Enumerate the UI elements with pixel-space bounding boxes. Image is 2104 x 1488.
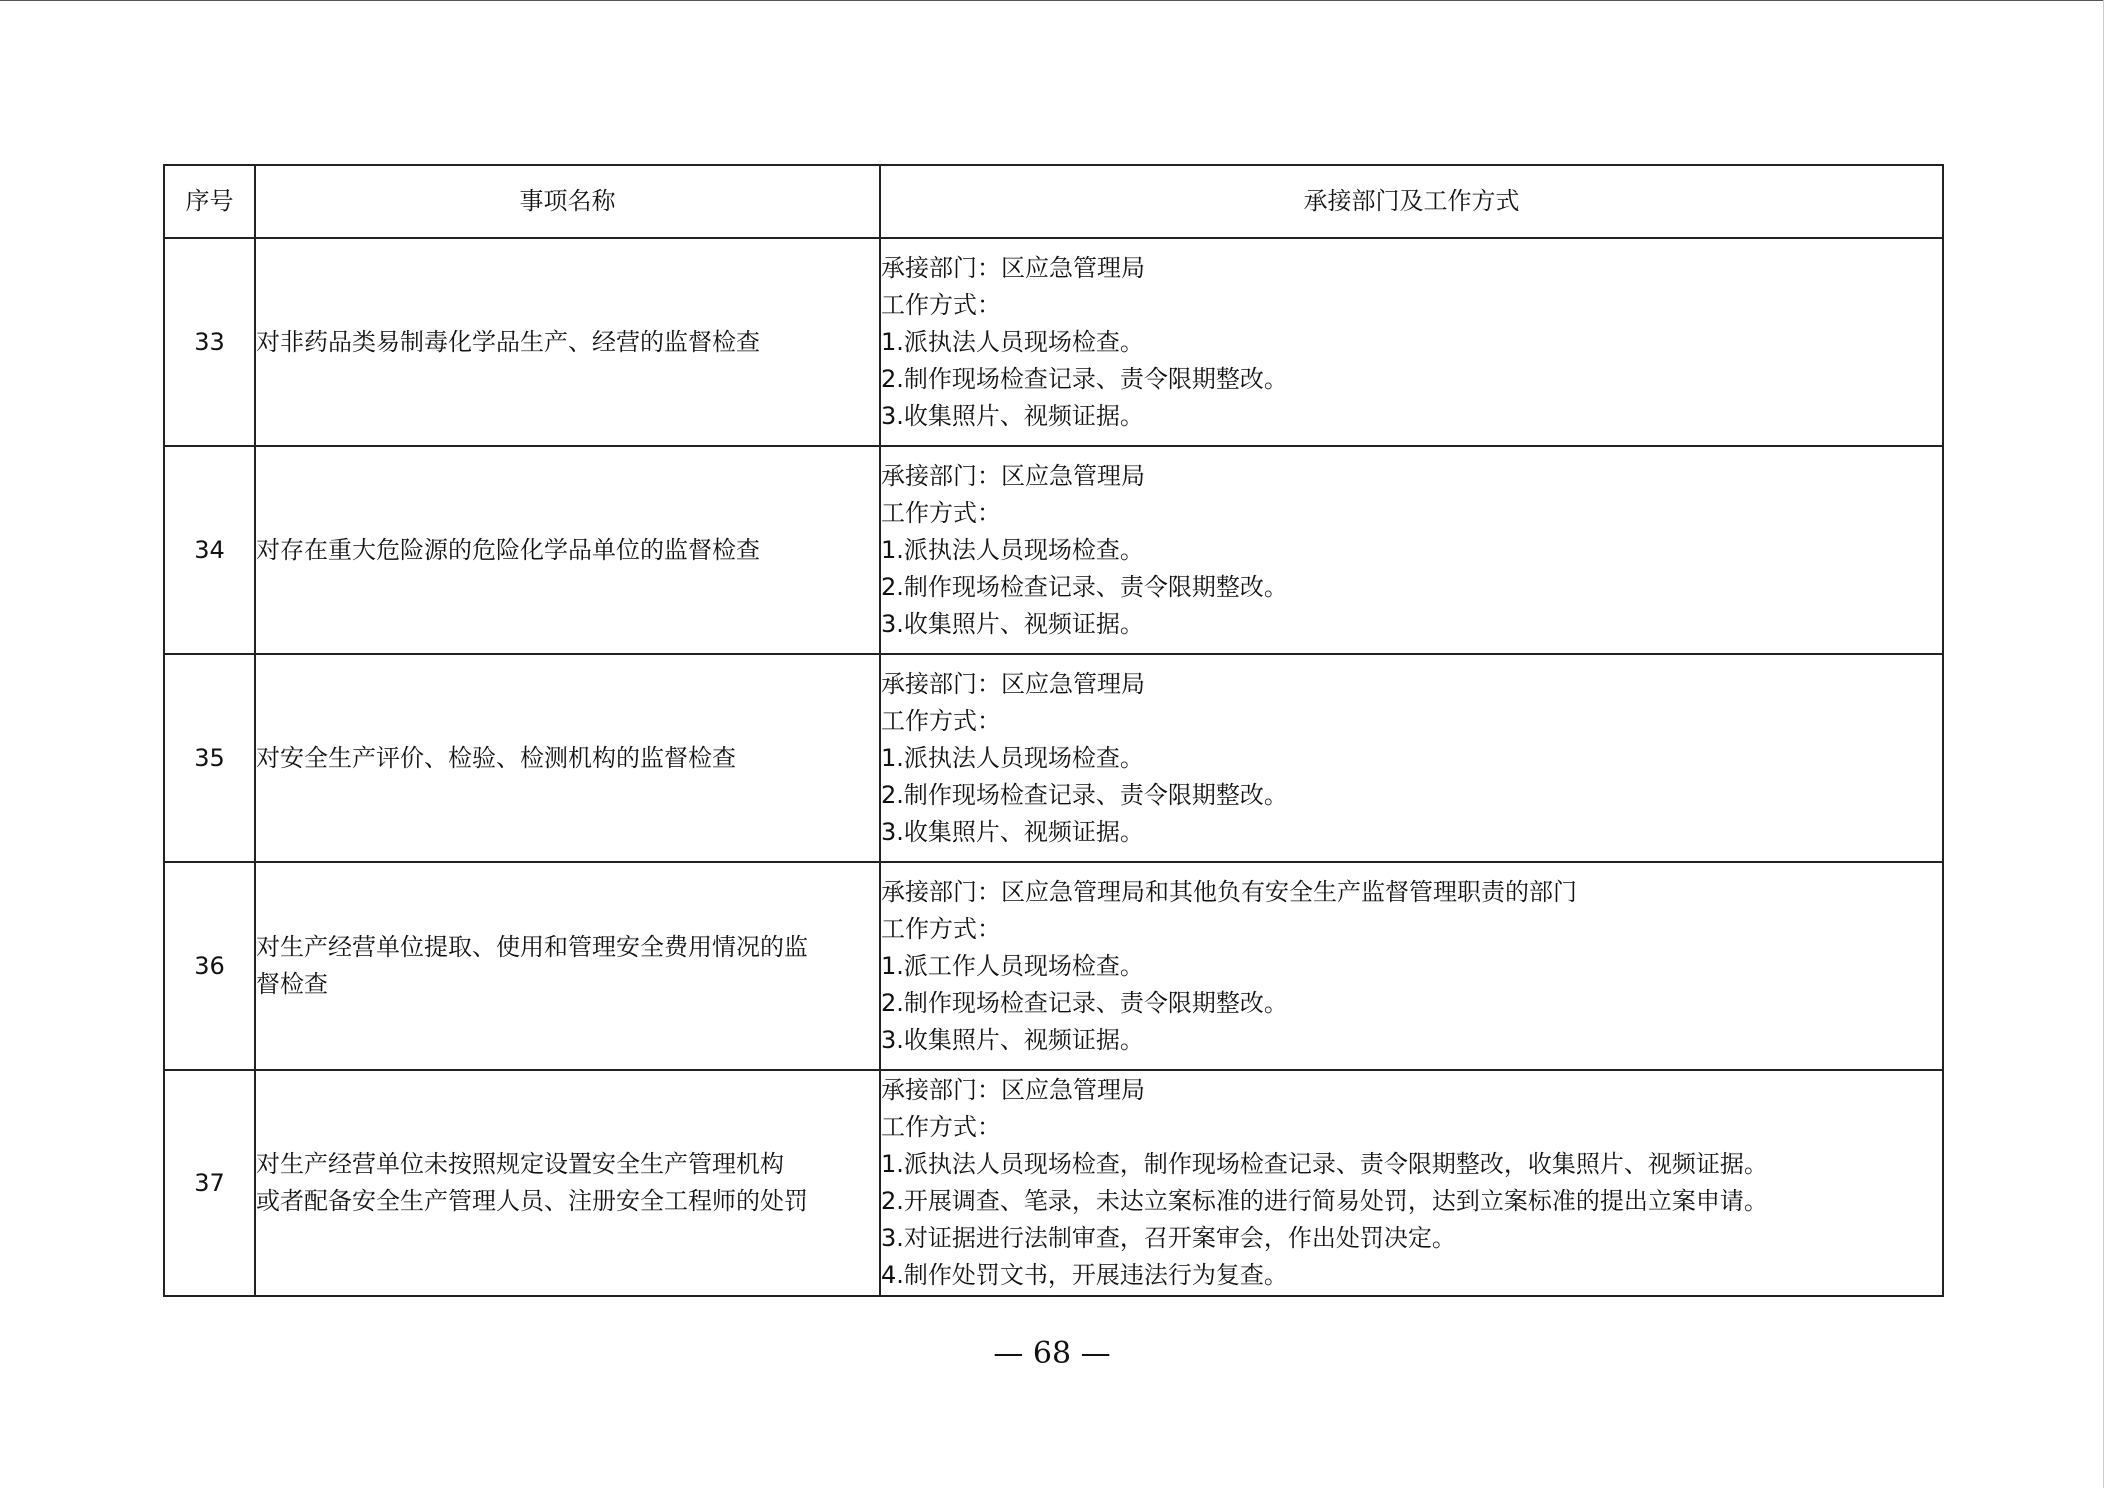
table-row [164,862,1943,1070]
row-serial-number: 36 [164,862,255,1070]
matters-table [163,164,1944,1297]
item-name-line: 督检查 [256,970,328,998]
row-department-method [880,654,1943,862]
page-number: — 68 — [993,1336,1111,1371]
method-step: 3.对证据进行法制审查，召开案审会，作出处罚决定。 [881,1224,1456,1252]
header-department-and-method: 承接部门及工作方式 [880,165,1943,238]
method-step: 1.派执法人员现场检查。 [881,743,1144,772]
method-step: 1.派执法人员现场检查。 [881,535,1144,564]
item-name-line: 对非药品类易制毒化学品生产、经营的监督检查 [256,327,760,356]
item-name-line: 对生产经营单位未按照规定设置安全生产管理机构 [256,1150,784,1178]
item-name-line: 对生产经营单位提取、使用和管理安全费用情况的监 [256,933,808,961]
item-name-line: 或者配备安全生产管理人员、注册安全工程师的处罚 [256,1187,808,1215]
method-step: 2.制作现场检查记录、责令限期整改。 [881,988,1288,1017]
department-line: 承接部门：区应急管理局 [881,253,1145,282]
method-step: 3.收集照片、视频证据。 [881,817,1144,846]
header-item-name: 事项名称 [255,165,880,238]
row-serial-number: 37 [164,1070,255,1296]
department-line: 承接部门：区应急管理局和其他负有安全生产监督管理职责的部门 [881,877,1577,906]
department-line: 承接部门：区应急管理局 [881,461,1145,490]
method-step: 2.制作现场检查记录、责令限期整改。 [881,572,1288,601]
method-step: 1.派执法人员现场检查，制作现场检查记录、责令限期整改，收集照片、视频证据。 [881,1150,1768,1178]
method-label: 工作方式： [881,706,1001,735]
page-top-border [0,0,2104,1]
row-item-name [255,654,880,862]
method-step: 3.收集照片、视频证据。 [881,609,1144,638]
method-step: 3.收集照片、视频证据。 [881,1025,1144,1054]
row-department-method [880,862,1943,1070]
table-row [164,654,1943,862]
row-department-method [880,238,1943,446]
method-label: 工作方式： [881,290,1001,319]
row-department-method [880,1070,1943,1296]
method-label: 工作方式： [881,1113,1001,1141]
method-step: 1.派工作人员现场检查。 [881,951,1144,980]
row-department-method [880,446,1943,654]
row-item-name [255,238,880,446]
table-header-row [164,165,1943,238]
method-label: 工作方式： [881,914,1001,943]
item-name-line: 对存在重大危险源的危险化学品单位的监督检查 [256,535,760,564]
method-step: 2.开展调查、笔录，未达立案标准的进行简易处罚，达到立案标准的提出立案申请。 [881,1187,1768,1215]
table-row [164,1070,1943,1296]
row-item-name [255,446,880,654]
department-line: 承接部门：区应急管理局 [881,669,1145,698]
row-item-name [255,862,880,1070]
method-step: 2.制作现场检查记录、责令限期整改。 [881,780,1288,809]
table-row [164,238,1943,446]
item-name-line: 对安全生产评价、检验、检测机构的监督检查 [256,743,736,772]
row-serial-number: 35 [164,654,255,862]
department-line: 承接部门：区应急管理局 [881,1076,1145,1104]
row-serial-number: 33 [164,238,255,446]
method-step: 1.派执法人员现场检查。 [881,327,1144,356]
method-step: 2.制作现场检查记录、责令限期整改。 [881,364,1288,393]
row-item-name [255,1070,880,1296]
method-label: 工作方式： [881,498,1001,527]
method-step: 3.收集照片、视频证据。 [881,401,1144,430]
header-serial-number: 序号 [164,165,255,238]
method-step: 4.制作处罚文书，开展违法行为复查。 [881,1261,1288,1289]
table-row [164,446,1943,654]
row-serial-number: 34 [164,446,255,654]
